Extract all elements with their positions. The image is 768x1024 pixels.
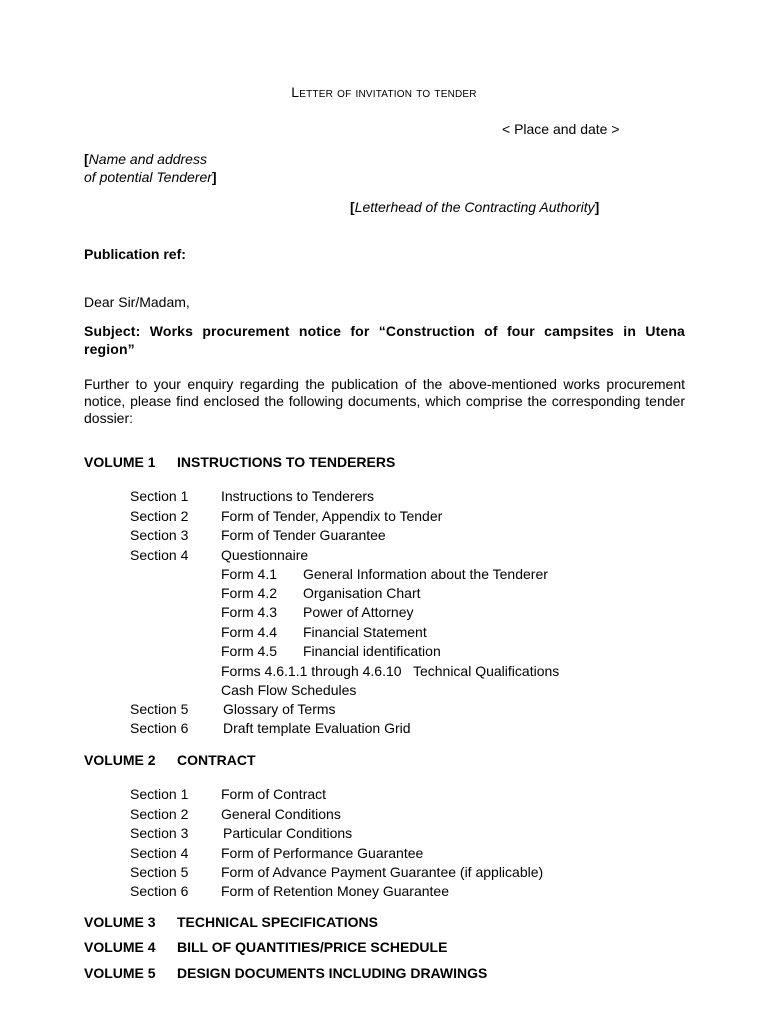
publication-ref: Publication ref:: [84, 246, 186, 262]
subject-line: Subject: Works procurement notice for “Construction of four campsites in Utena region”: [84, 323, 685, 357]
volume-heading: [84, 454, 395, 470]
section-text: Form of Advance Payment Guarantee (if applicable): [221, 864, 544, 880]
section-label: Section 6: [130, 720, 189, 736]
volume-title: BILL OF QUANTITIES/PRICE SCHEDULE: [177, 939, 448, 955]
section-label: Section 2: [130, 806, 189, 822]
section-text: Instructions to Tenderers: [221, 488, 375, 504]
section-text: Form of Tender Guarantee: [221, 527, 386, 543]
cash-flow-schedules: Cash Flow Schedules: [221, 682, 357, 698]
addressee-line-2: of potential Tenderer: [84, 169, 212, 185]
section-label: Section 1: [130, 786, 189, 802]
addressee-line-1: Name and address: [88, 151, 207, 167]
section-label: Section 4: [130, 547, 189, 563]
form-text: Organisation Chart: [303, 585, 421, 601]
volume-title: TECHNICAL SPECIFICATIONS: [177, 914, 378, 930]
section-text: Form of Retention Money Guarantee: [221, 883, 450, 899]
section-text: General Conditions: [221, 806, 341, 822]
volume-number: VOLUME 3: [84, 914, 156, 930]
section-label: Section 2: [130, 508, 189, 524]
form-text: Power of Attorney: [303, 604, 414, 620]
section-label: Section 4: [130, 845, 189, 861]
form-label: Form 4.2: [221, 585, 278, 601]
section-text: Form of Contract: [221, 786, 327, 802]
volume-number: VOLUME 2: [84, 752, 156, 768]
volume-number: VOLUME 5: [84, 965, 156, 981]
form-label: Form 4.1: [221, 566, 278, 582]
salutation: Dear Sir/Madam,: [84, 294, 190, 310]
form-text: Financial Statement: [303, 624, 427, 640]
document-title: Letter of invitation to tender: [291, 84, 477, 100]
volume-heading: [84, 965, 487, 981]
section-label: Section 6: [130, 883, 189, 899]
volume-title: CONTRACT: [177, 752, 256, 768]
addressee-block: [Name and address of potential Tenderer]: [84, 151, 217, 185]
section-text: Questionnaire: [221, 547, 309, 563]
letterhead-text: Letterhead of the Contracting Authority: [354, 199, 595, 215]
form-label: Form 4.3: [221, 604, 278, 620]
form-text: General Information about the Tenderer: [303, 566, 548, 582]
form-label: Form 4.5: [221, 643, 278, 659]
volume-number: VOLUME 1: [84, 454, 156, 470]
section-text: Particular Conditions: [223, 825, 353, 841]
letterhead-placeholder: [Letterhead of the Contracting Authority]: [350, 199, 600, 215]
section-label: Section 3: [130, 527, 189, 543]
section-text: Form of Tender, Appendix to Tender: [221, 508, 443, 524]
section-label: Section 5: [130, 864, 189, 880]
section-text: Glossary of Terms: [223, 701, 336, 717]
volume-heading: [84, 914, 378, 930]
place-and-date: < Place and date >: [502, 121, 620, 137]
volume-title: DESIGN DOCUMENTS INCLUDING DRAWINGS: [177, 965, 488, 981]
volume-heading: [84, 752, 256, 768]
section-label: Section 3: [130, 825, 189, 841]
section-label: Section 1: [130, 488, 189, 504]
form-label: Form 4.4: [221, 624, 278, 640]
section-label: Section 5: [130, 701, 189, 717]
volume-number: VOLUME 4: [84, 939, 156, 955]
intro-paragraph: Further to your enquiry regarding the publication of the above-mentioned works procurement notice, please find enclosed the following documents, which comprise the corresponding tender dossier:: [84, 376, 685, 426]
section-text: Draft template Evaluation Grid: [223, 720, 411, 736]
volume-title: INSTRUCTIONS TO TENDERERS: [177, 454, 396, 470]
volume-heading: [84, 939, 447, 955]
section-text: Form of Performance Guarantee: [221, 845, 424, 861]
form-text: Financial identification: [303, 643, 441, 659]
forms-technical-qualifications: Forms 4.6.1.1 through 4.6.10 Technical Qualifications: [221, 663, 560, 679]
